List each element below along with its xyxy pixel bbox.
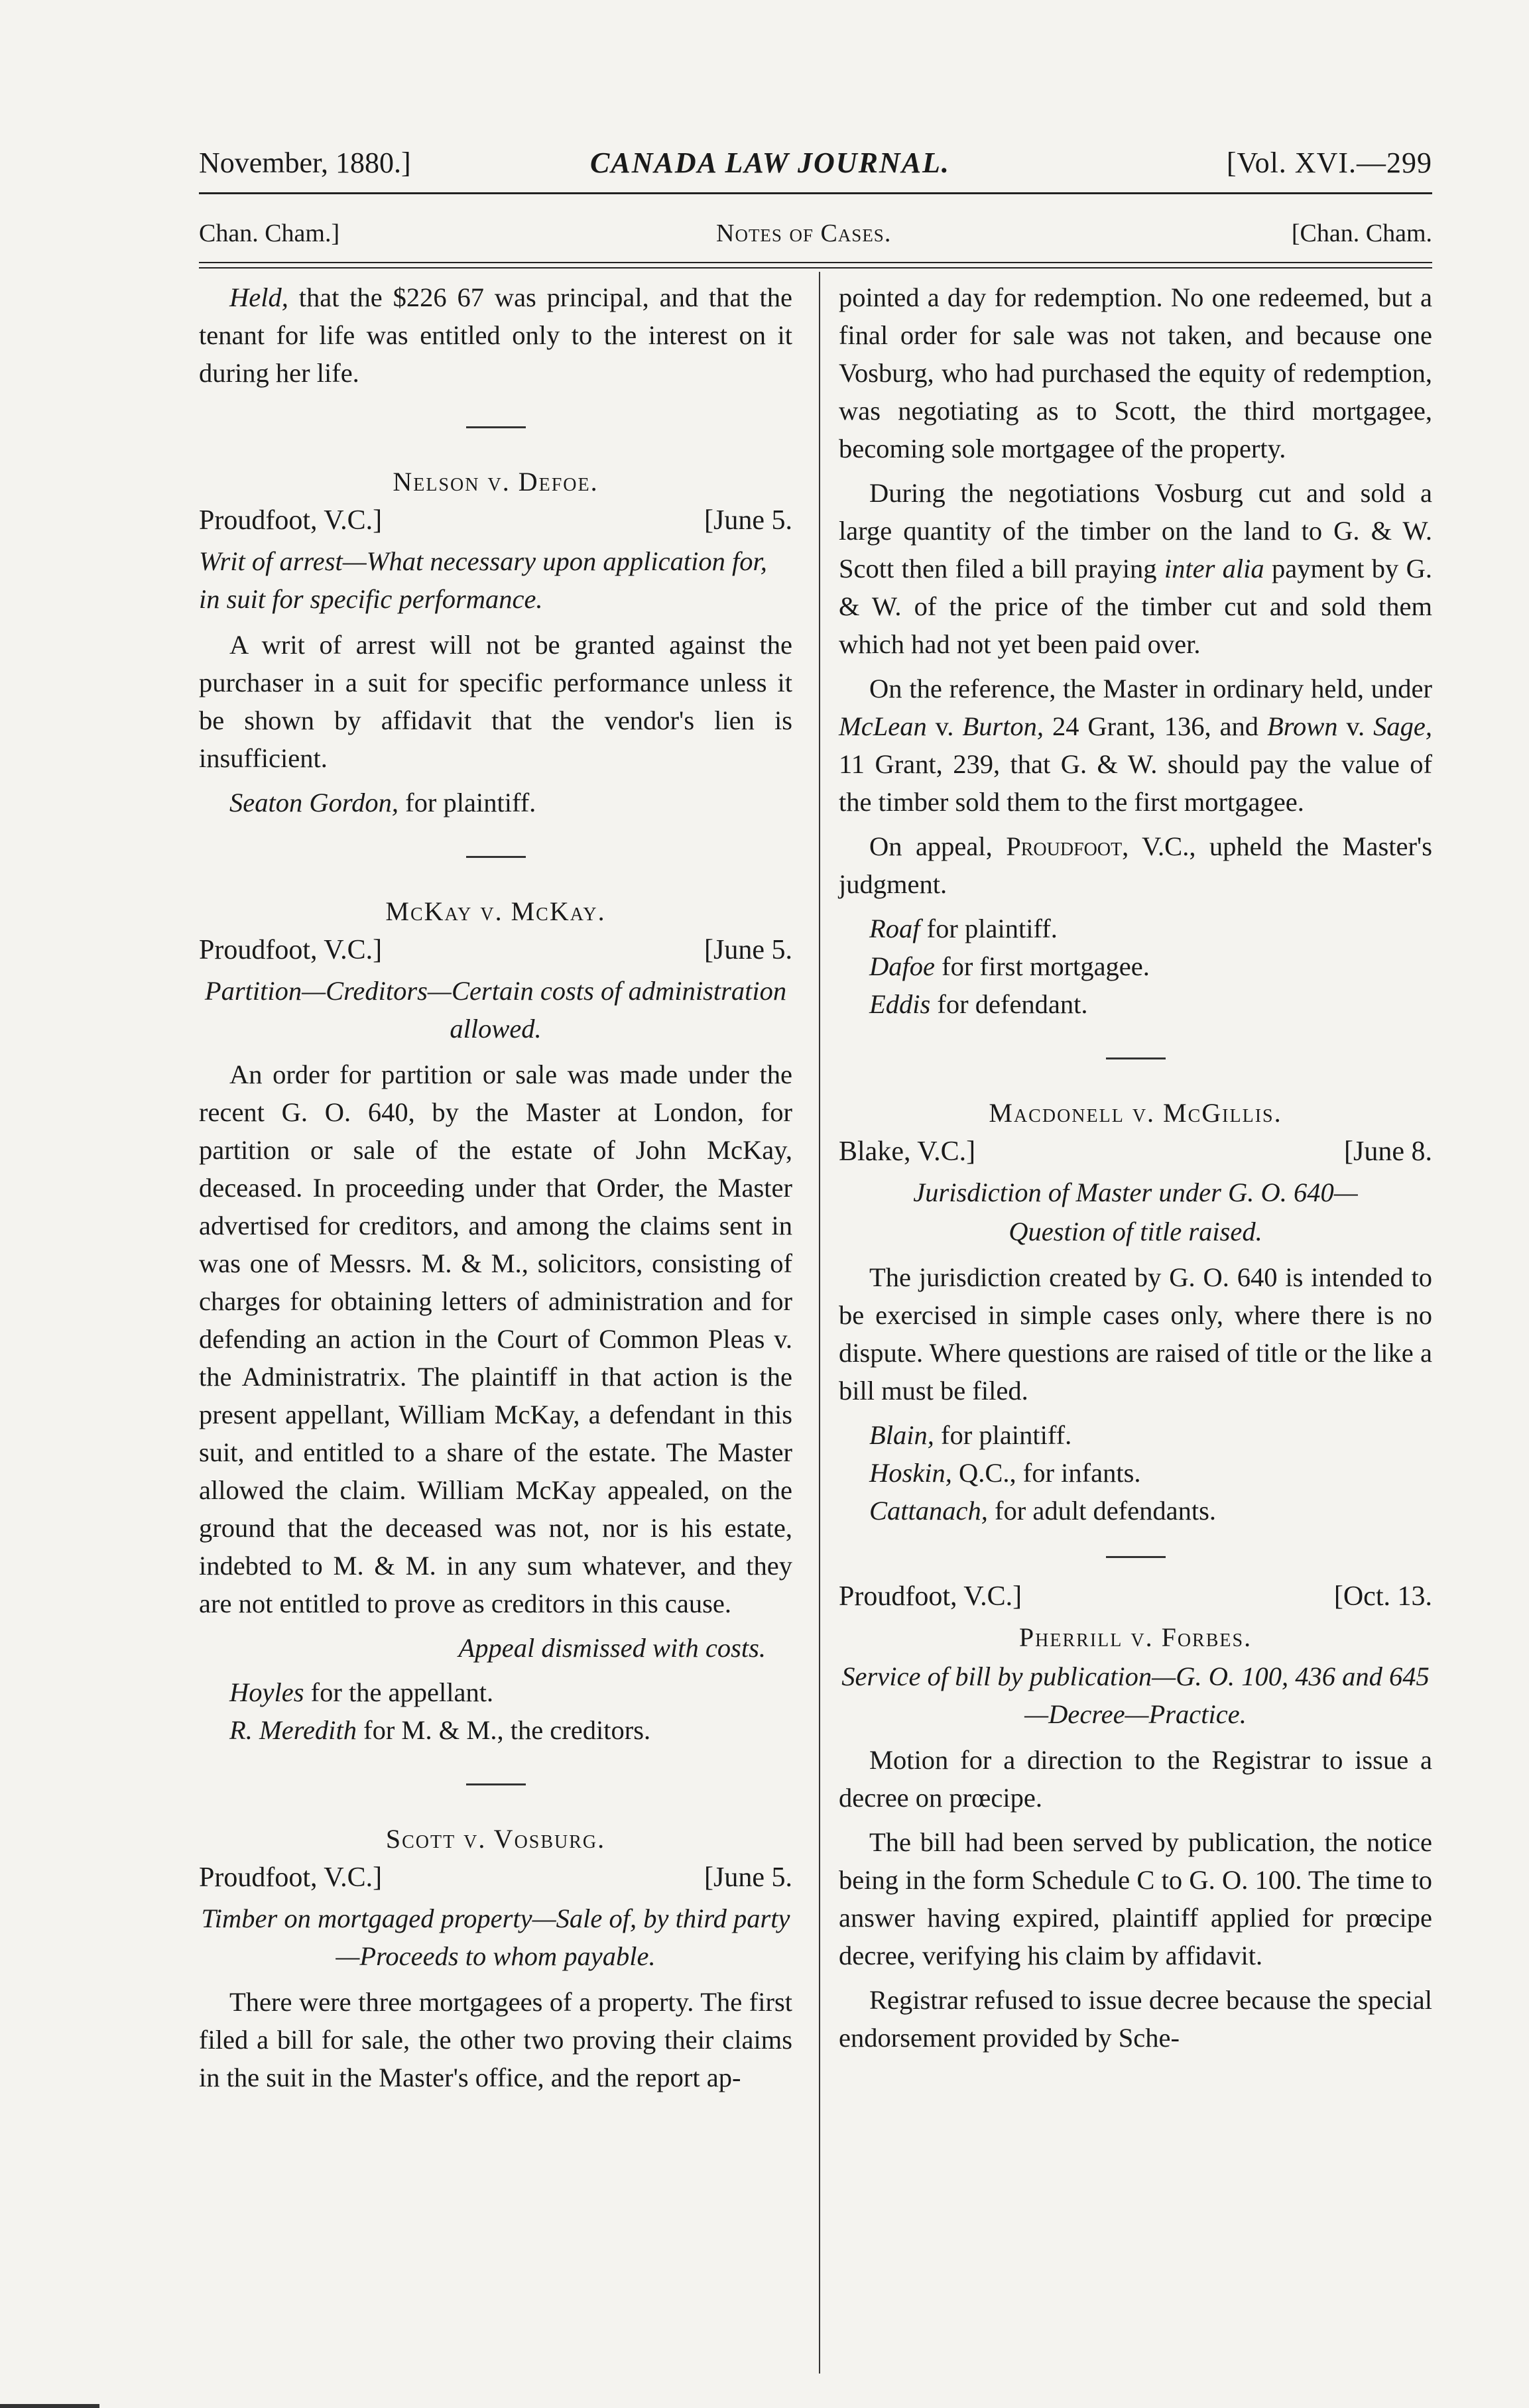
case-separator [1106,1057,1166,1059]
case-title: Macdonell v. McGillis. [989,1098,1282,1128]
counsel-name: Cattanach, [869,1496,988,1526]
paragraph [839,670,1432,821]
disposition: Appeal dismissed with costs. [458,1633,766,1663]
counsel-line [199,1711,792,1749]
counsel-role: for the appellant. [304,1677,494,1707]
headnote [839,1213,1432,1250]
judge-line [839,1578,1432,1616]
counsel-role: for plaintiff. [398,788,536,817]
counsel-line [199,784,792,821]
counsel-role: for plaintiff. [934,1420,1072,1450]
counsel-line [839,1416,1432,1454]
case-title: Scott v. Vosburg. [385,1824,606,1854]
counsel-line [839,947,1432,985]
latin-phrase: inter alia [1164,554,1264,583]
counsel-role: for defendant. [930,989,1088,1019]
counsel-line [839,1454,1432,1492]
decision-date: [June 5. [704,935,792,965]
judge: Proudfoot, V.C.] [199,1862,383,1893]
right-column [839,278,1432,2063]
judge-line [199,932,792,969]
column-divider [819,272,820,2374]
volume-page: [Vol. XVI.—299 [1226,147,1432,179]
case-citation: Brown [1266,711,1338,741]
counsel-name: Seaton Gordon, [229,788,398,817]
case-citation: Burton, [962,711,1044,741]
running-head [199,146,1432,192]
case-title: Pherrill v. Forbes. [1018,1622,1253,1652]
opening-text: that the $226 67 was principal, and that the tenant for life was entitled only to the interest on it during her life. [199,282,792,388]
double-rule [199,262,1432,269]
case-separator [466,1783,526,1785]
case-citation: McLean [839,711,927,741]
text-run: v. [926,711,963,741]
text-run: On appeal, [869,831,1007,861]
case-body: A writ of arrest will not be granted against the purchaser in a suit for specific performance unless it be shown by affidavit that the vendor's lien is insufficient. [199,630,792,773]
counsel-name: Hoskin, [869,1458,952,1488]
judge: Proudfoot, V.C.] [839,1581,1022,1612]
left-column [199,278,792,2103]
journal-page [199,119,1432,2374]
counsel-name: R. Meredith [229,1715,357,1745]
counsel-role: for adult defendants. [987,1496,1217,1526]
headnote: Timber on mortgaged property—Sale of, by third party—Proceeds to whom payable. [201,1903,790,1971]
text-run: During the negotiations Vosburg cut and sold a large quantity of the timber on the land to G. & W. Scott then filed a bill praying [839,478,1432,583]
text-run: V.C., upheld the Master's judgment. [839,831,1432,899]
case-body: An order for partition or sale was made under the recent G. O. 640, by the Master at London, for partition or sale of the estate of John McKay, deceased. In proceeding under that Order, the Master advertised for creditors, and among the claims sent in was one of Messrs. M. & M., solicitors, consisting of charges for obtaining letters of administration and for defending an action in the Court of Common Pleas v. the Administratrix. The plaintiff in that action is the present appellant, William McKay, a defendant in this suit, and entitled to a share of the estate. The Master allowed the claim. William McKay appealed, on the ground that the deceased was not, nor is his estate, indebted to M. & M. in any sum whatever, and they are not entitled to prove as creditors in this cause. [199,1059,792,1618]
section-left: Chan. Cham.] [199,219,340,247]
decision-date: [June 5. [704,505,792,536]
case-mckay-v-mckay [199,892,792,1749]
case-citation: Sage, [1373,711,1432,741]
paragraph [839,474,1432,663]
counsel-name: Dafoe [869,951,935,981]
journal-title: CANADA LAW JOURNAL. [590,147,950,179]
headnote: Partition—Creditors—Certain costs of administration allowed. [204,976,787,1044]
judge: Proudfoot, V.C.] [199,935,383,965]
decision-date: [June 8. [1344,1136,1432,1167]
continued-paragraph: pointed a day for redemption. No one redeemed, but a final order for sale was not taken, and because one Vosburg, who had purchased the equity of redemption, was negotiating as to Scott, the third mortgagee, becoming sole mortgagee of the property. [839,282,1432,463]
text-run: 24 Grant, 136, and [1044,711,1267,741]
case-body: There were three mortgagees of a property. The first filed a bill for sale, the other two proving their claims in the suit in the Master's office, and the report ap- [199,1987,792,2092]
case-scott-v-vosburg [199,1820,792,2096]
headnote: Writ of arrest—What necessary upon application for, in suit for specific performance. [199,546,767,614]
case-title: Nelson v. Defoe. [393,467,599,497]
counsel-line [839,910,1432,947]
judge-name: Proudfoot, [1006,831,1129,861]
counsel-name: Hoyles [229,1677,304,1707]
case-body: The jurisdiction created by G. O. 640 is intended to be exercised in simple cases only, where there is no dispute. Where questions are raised of title or the like a bill must be filed. [839,1262,1432,1406]
section-head [199,219,1432,259]
section-right: [Chan. Cham. [1291,219,1432,247]
judge-line [199,1859,792,1897]
paragraph: The bill had been served by publication, the notice being in the form Schedule C to G. O. 100. The time to answer having expired, plaintiff applied for prœcipe decree, verifying his claim by affidavit. [839,1827,1432,1970]
counsel-role: for first mortgagee. [934,951,1150,981]
case-separator [1106,1556,1166,1558]
decision-date: [June 5. [704,1862,792,1893]
counsel-role: Q.C., for infants. [951,1458,1141,1488]
counsel-role: for plaintiff. [920,914,1058,943]
counsel-name: Blain, [869,1420,934,1450]
text-run: On the reference, the Master in ordinary held, under [869,674,1432,703]
judge-line [199,502,792,540]
counsel-role: for M. & M., the creditors. [356,1715,651,1745]
case-macdonell-v-mcgillis [839,1094,1432,1530]
judge: Proudfoot, V.C.] [199,505,383,536]
paragraph: Registrar refused to issue decree because the special endorsement provided by Sche- [839,1985,1432,2053]
counsel-line [839,1492,1432,1530]
headnote: Service of bill by publication—G. O. 100, 436 and 645—Decree—Practice. [841,1661,1430,1729]
text-run: payment by G. & W. of the price of the timber cut and sold them which had not yet been paid over. [839,554,1432,659]
case-title: McKay v. McKay. [385,896,606,926]
headnote-line: Jurisdiction of Master under G. O. 640— [913,1177,1358,1207]
text-run: v. [1337,711,1374,741]
paragraph [839,827,1432,903]
counsel-line [839,985,1432,1023]
case-pherrill-v-forbes [839,1578,1432,2057]
held-word: Held, [229,282,288,312]
section-title: Notes of Cases. [716,219,892,247]
text-run: 11 Grant, 239, that G. & W. should pay the value of the timber sold them to the first mortgagee. [839,749,1432,817]
case-nelson-v-defoe [199,463,792,821]
paragraph: Motion for a direction to the Registrar to issue a decree on prœcipe. [839,1745,1432,1813]
opening-paragraph [199,278,792,392]
scan-artifact [0,2404,99,2408]
issue-date: November, 1880.] [199,147,411,179]
case-separator [466,426,526,428]
counsel-name: Roaf [869,914,920,943]
counsel-name: Eddis [869,989,931,1019]
judge-line [839,1133,1432,1171]
counsel-line [199,1673,792,1711]
headnote-line: Question of title raised. [1009,1217,1262,1246]
header-rule [199,192,1432,194]
decision-date: [Oct. 13. [1333,1581,1432,1612]
headnote [839,1174,1432,1211]
judge: Blake, V.C.] [839,1136,976,1167]
case-separator [466,856,526,858]
